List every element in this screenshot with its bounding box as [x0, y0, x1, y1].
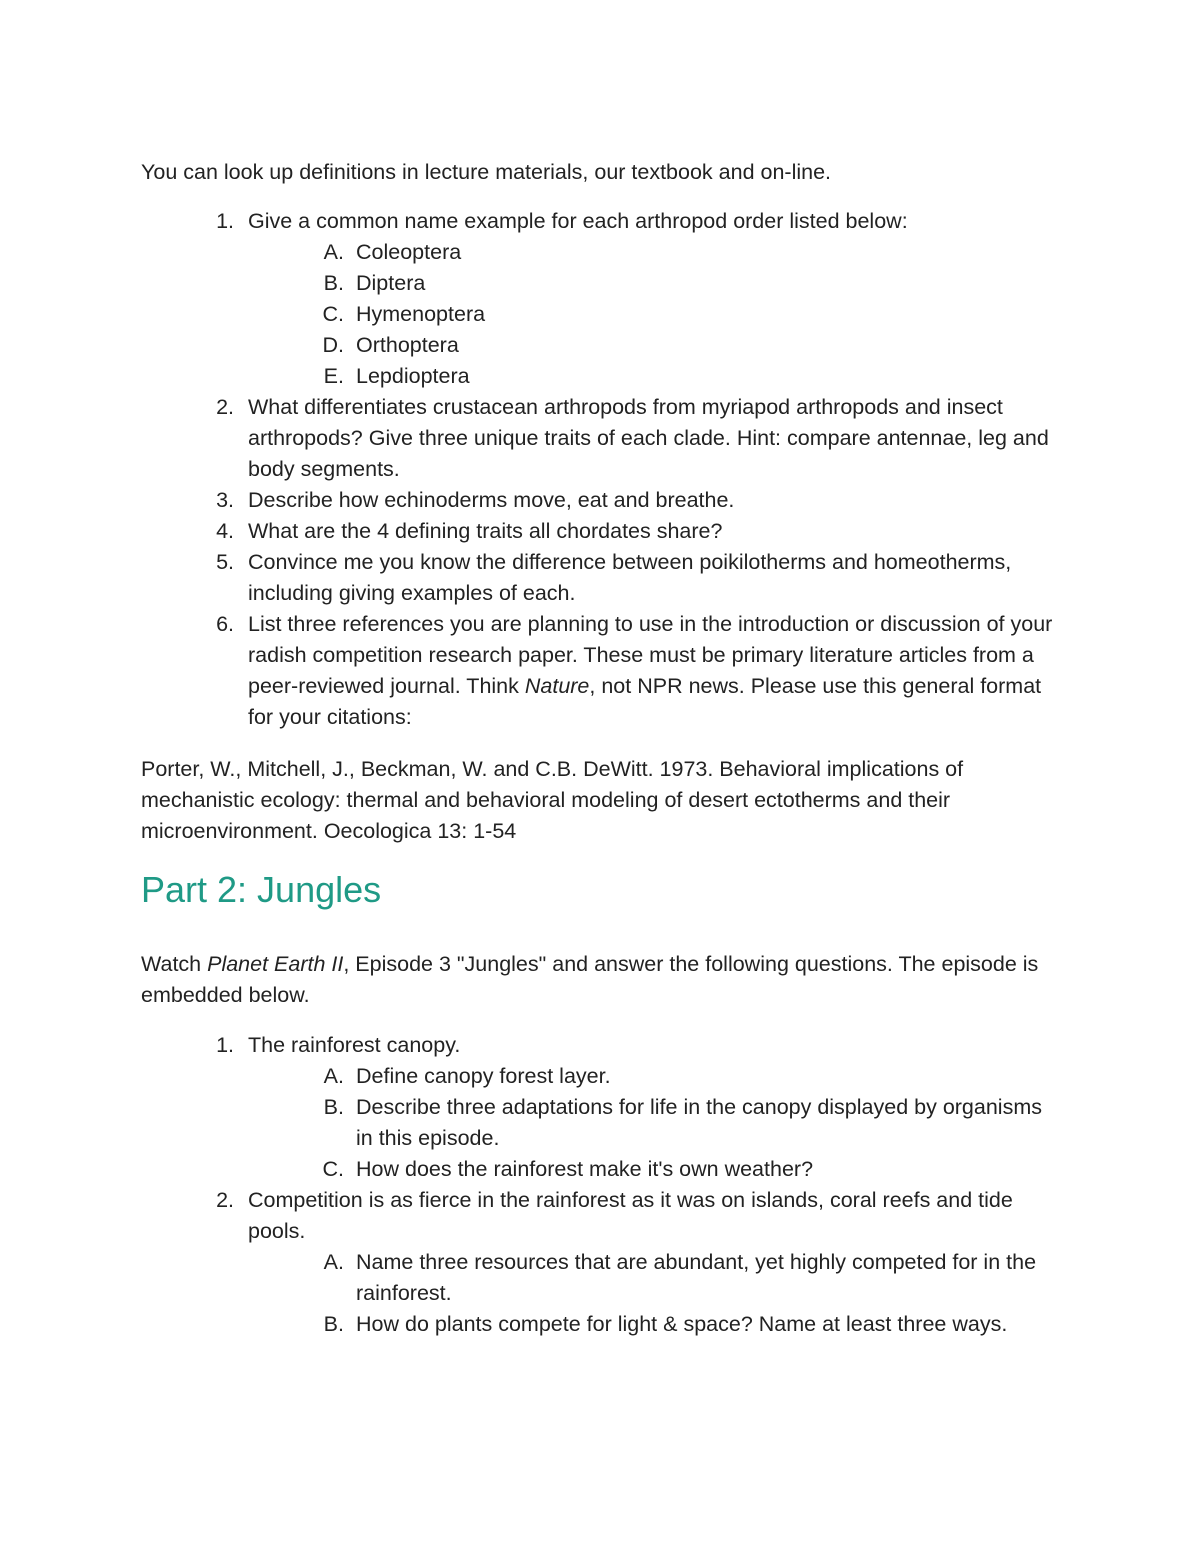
- list-number: 2.: [216, 395, 234, 419]
- sub-item-text: How do plants compete for light & space? Name at least three ways.: [356, 1312, 1008, 1336]
- sub-list-marker: A.: [323, 1250, 344, 1274]
- paragraph-text-part: Watch: [141, 952, 208, 976]
- question-text-part: , not NPR news. Please use this general format for your citations:: [248, 674, 1042, 729]
- list-number: 4.: [216, 519, 234, 543]
- sub-list-item: [0, 268, 1200, 299]
- example-citation: Porter, W., Mitchell, J., Beckman, W. and C.B. DeWitt. 1973. Behavioral implications of mechanistic ecology: thermal and behavioral modeling of desert ectotherms and their microenvironment. Oecologica 13: 1-54: [141, 757, 964, 843]
- sub-list-item: [0, 1154, 1200, 1185]
- sub-list-marker: A.: [323, 240, 344, 264]
- sub-list-marker: D.: [322, 333, 344, 357]
- question-text: The rainforest canopy.: [248, 1033, 461, 1057]
- question-text: Give a common name example for each arthropod order listed below:: [248, 209, 908, 233]
- list-item: [0, 609, 1200, 733]
- sub-list-item: [0, 1309, 1200, 1340]
- sub-list-item: [0, 1092, 1200, 1154]
- question-list-part2: [0, 1030, 1200, 1340]
- question-text: Describe how echinoderms move, eat and breathe.: [248, 488, 735, 512]
- paragraph-text-part: , Episode 3 "Jungles" and answer the following questions. The episode is embedded below.: [141, 952, 1039, 1007]
- question-text: What differentiates crustacean arthropods from myriapod arthropods and insect arthropods? Give three unique traits of each clade. Hint: compare antennae, leg and body segments.: [248, 395, 1049, 481]
- list-number: 1.: [216, 1033, 234, 1057]
- sub-list-marker: E.: [323, 364, 344, 388]
- question-text: Competition is as fierce in the rainforest as it was on islands, coral reefs and tide pools.: [248, 1188, 1013, 1243]
- sub-list-marker: B.: [323, 1312, 344, 1336]
- list-item: [0, 1030, 1200, 1061]
- sub-item-text: How does the rainforest make it's own weather?: [356, 1157, 814, 1181]
- sub-list-item: [0, 299, 1200, 330]
- sub-list-marker: A.: [323, 1064, 344, 1088]
- question-text: [248, 609, 1058, 733]
- sub-item-text: Lepdioptera: [356, 364, 470, 388]
- sub-item-text: Describe three adaptations for life in the canopy displayed by organisms in this episode.: [356, 1095, 1042, 1150]
- question-text-part: List three references you are planning to use in the introduction or discussion of your radish competition research paper. These must be primary literature articles from a peer-reviewed journal. Think: [248, 612, 1053, 698]
- part2-intro-paragraph: [141, 949, 1061, 1011]
- question-text: Convince me you know the difference between poikilotherms and homeotherms, including giving examples of each.: [248, 550, 1012, 605]
- sub-item-text: Orthoptera: [356, 333, 459, 357]
- sub-list-item: [0, 361, 1200, 392]
- list-number: 3.: [216, 488, 234, 512]
- list-number: 2.: [216, 1188, 234, 1212]
- sub-item-text: Define canopy forest layer.: [356, 1064, 611, 1088]
- list-item: [0, 547, 1200, 609]
- sub-item-text: Coleoptera: [356, 240, 462, 264]
- list-number: 6.: [216, 612, 234, 636]
- intro-paragraph: You can look up definitions in lecture materials, our textbook and on-line.: [141, 160, 832, 184]
- sub-item-text: Name three resources that are abundant, yet highly competed for in the rainforest.: [356, 1250, 1037, 1305]
- title-italic: Planet Earth II: [207, 952, 344, 976]
- list-item: [0, 1185, 1200, 1247]
- sub-list-item: [0, 1247, 1200, 1309]
- question-text: What are the 4 defining traits all chordates share?: [248, 519, 723, 543]
- question-list-part1: [0, 206, 1200, 733]
- sub-item-text: Diptera: [356, 271, 426, 295]
- sub-item-text: Hymenoptera: [356, 302, 486, 326]
- section-heading: Part 2: Jungles: [141, 869, 382, 910]
- sub-list-marker: B.: [323, 271, 344, 295]
- sub-list-marker: B.: [323, 1095, 344, 1119]
- sub-list-marker: C.: [322, 302, 344, 326]
- sub-list-item: [0, 330, 1200, 361]
- list-number: 5.: [216, 550, 234, 574]
- journal-name-italic: Nature: [524, 674, 590, 698]
- sub-list-item: [0, 1061, 1200, 1092]
- list-number: 1.: [216, 209, 234, 233]
- list-item: [0, 485, 1200, 516]
- sub-list-item: [0, 237, 1200, 268]
- list-item: [0, 516, 1200, 547]
- sub-list-marker: C.: [322, 1157, 344, 1181]
- list-item: [0, 392, 1200, 485]
- list-item: [0, 206, 1200, 237]
